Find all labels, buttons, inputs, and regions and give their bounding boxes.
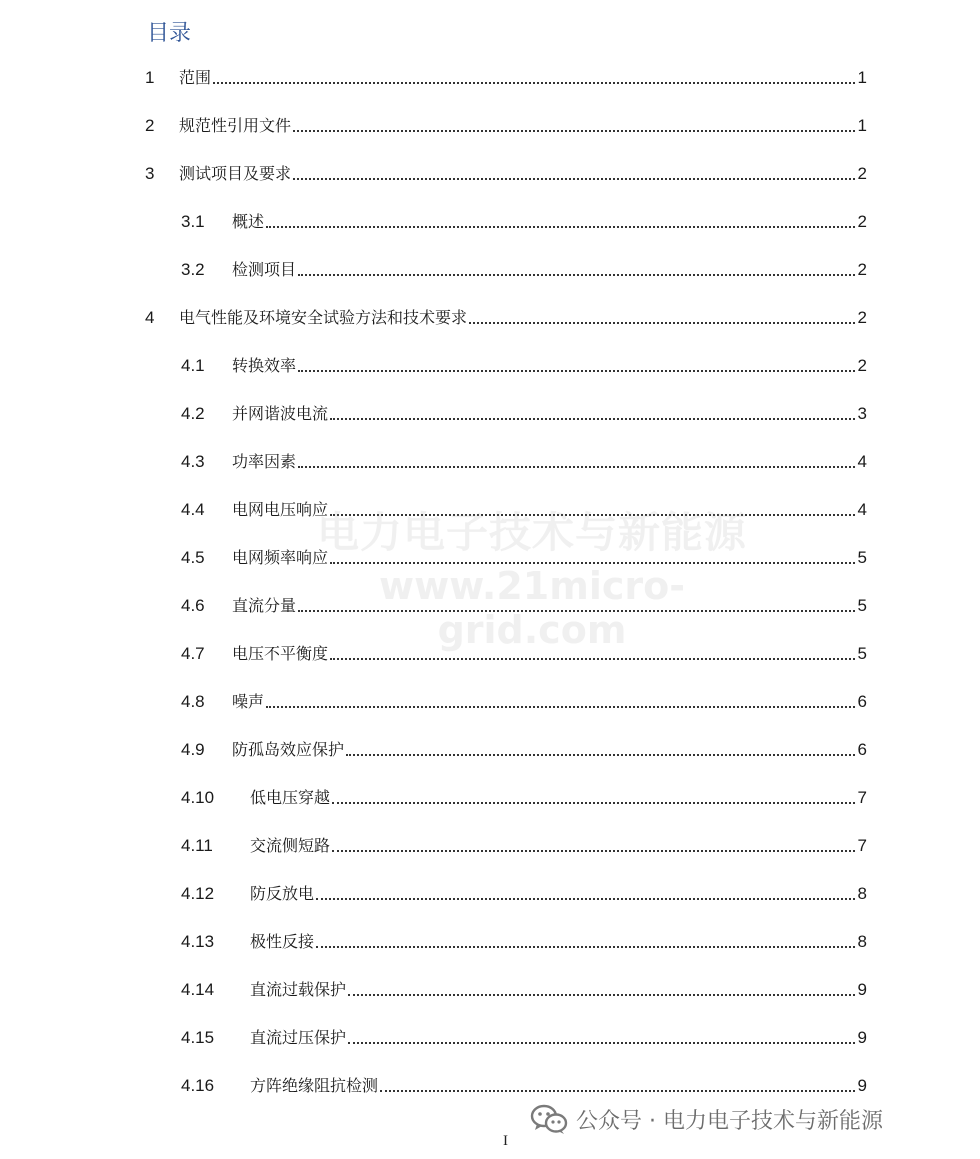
toc-entry-page: 8 [857, 932, 867, 951]
toc-entry-title: 电网电压响应 [232, 500, 329, 519]
dot-leader [348, 994, 855, 996]
toc-entry-number: 4.8 [181, 692, 205, 711]
toc-entry-page: 8 [857, 884, 867, 903]
toc-entry-title: 电压不平衡度 [232, 644, 329, 663]
dot-leader [298, 370, 855, 372]
toc-entry-page: 1 [857, 68, 867, 87]
toc-entry-number: 3.2 [181, 260, 205, 279]
dot-leader [346, 754, 855, 756]
wechat-account-mark[interactable] [530, 1103, 883, 1135]
toc-entry-page: 9 [857, 1028, 867, 1047]
toc-entry-number: 4.11 [181, 836, 213, 855]
dot-leader [213, 82, 855, 84]
toc-entry-number: 3.1 [181, 212, 205, 231]
watermark-url: www.21micro-grid.com [379, 564, 685, 652]
toc-entry-page: 2 [857, 260, 867, 279]
toc-entry-title: 概述 [232, 212, 265, 231]
toc-entry[interactable] [181, 1074, 867, 1098]
toc-entry[interactable] [181, 354, 867, 378]
dot-leader [298, 610, 855, 612]
toc-entry[interactable] [145, 114, 867, 138]
toc-entry[interactable] [181, 498, 867, 522]
toc-entry[interactable] [181, 930, 867, 954]
toc-entry[interactable] [181, 258, 867, 282]
dot-leader [330, 562, 855, 564]
toc-entry-number: 3 [145, 164, 155, 183]
toc-entry[interactable] [181, 450, 867, 474]
toc-entry-number: 4 [145, 308, 155, 327]
toc-entry-title: 检测项目 [232, 260, 297, 279]
dot-leader [266, 226, 855, 228]
toc-entry-title: 测试项目及要求 [179, 164, 292, 183]
toc-entry-number: 4.14 [181, 980, 215, 999]
dot-leader [293, 130, 855, 132]
dot-leader [266, 706, 855, 708]
dot-leader [298, 274, 855, 276]
dot-leader [469, 322, 855, 324]
toc-entry-number: 4.3 [181, 452, 205, 471]
toc-entry-page: 5 [857, 596, 867, 615]
toc-entry-page: 7 [857, 836, 867, 855]
toc-entry[interactable] [145, 306, 867, 330]
toc-entry-page: 2 [857, 212, 867, 231]
dot-leader [330, 514, 855, 516]
toc-entry-number: 4.10 [181, 788, 215, 807]
toc-entry-number: 4.9 [181, 740, 205, 759]
toc-entry-page: 5 [857, 644, 867, 663]
toc-entry[interactable] [181, 546, 867, 570]
toc-entry[interactable] [181, 1026, 867, 1050]
dot-leader [316, 898, 855, 900]
toc-entry-title: 直流过压保护 [250, 1028, 347, 1047]
toc-entry-title: 交流侧短路 [250, 836, 331, 855]
toc-entry-title: 极性反接 [250, 932, 315, 951]
toc-entry[interactable] [181, 786, 867, 810]
toc-entry-number: 4.13 [181, 932, 215, 951]
toc-entry-title: 低电压穿越 [250, 788, 331, 807]
toc-entry-title: 直流分量 [232, 596, 297, 615]
watermark [302, 500, 762, 652]
wechat-account-label: 公众号 · 电力电子技术与新能源 [576, 1108, 883, 1134]
dot-leader [330, 418, 855, 420]
toc-entry[interactable] [181, 738, 867, 762]
toc-entry-number: 1 [145, 68, 155, 87]
toc-entry[interactable] [181, 642, 867, 666]
toc-entry-title: 防孤岛效应保护 [232, 740, 345, 759]
toc-entry-title: 方阵绝缘阻抗检测 [250, 1076, 379, 1095]
dot-leader [316, 946, 855, 948]
toc-entry[interactable] [181, 978, 867, 1002]
toc-entry-page: 2 [857, 356, 867, 375]
toc-entry-page: 4 [857, 500, 867, 519]
toc-entry-number: 4.5 [181, 548, 205, 567]
toc-entry-title: 规范性引用文件 [179, 116, 292, 135]
dot-leader [380, 1090, 855, 1092]
toc-entry[interactable] [181, 690, 867, 714]
toc-entry-title: 范围 [179, 68, 212, 87]
toc-entry-page: 9 [857, 1076, 867, 1095]
toc-entry-number: 4.16 [181, 1076, 215, 1095]
toc-entry-page: 6 [857, 692, 867, 711]
watermark-title: 电力电子技术与新能源 [316, 508, 747, 557]
toc-entry-title: 噪声 [232, 692, 265, 711]
toc-entry-title: 并网谐波电流 [232, 404, 329, 423]
toc-entry-number: 4.6 [181, 596, 205, 615]
toc-entry-number: 4.15 [181, 1028, 215, 1047]
toc-entry-number: 4.2 [181, 404, 205, 423]
dot-leader [332, 802, 855, 804]
toc-entry[interactable] [181, 594, 867, 618]
toc-entry-title: 直流过载保护 [250, 980, 347, 999]
toc-entry-page: 2 [857, 164, 867, 183]
toc-entry-page: 1 [857, 116, 867, 135]
toc-entry-title: 电网频率响应 [232, 548, 329, 567]
toc-entry-title: 防反放电 [250, 884, 315, 903]
toc-entry-page: 6 [857, 740, 867, 759]
toc-entry-page: 2 [857, 308, 867, 327]
toc-entry-page: 3 [857, 404, 867, 423]
toc-entry[interactable] [145, 66, 867, 90]
toc-entry-title: 功率因素 [232, 452, 297, 471]
toc-entry-number: 4.1 [181, 356, 205, 375]
toc-entry[interactable] [181, 834, 867, 858]
dot-leader [332, 850, 855, 852]
dot-leader [293, 178, 855, 180]
toc-entry-page: 5 [857, 548, 867, 567]
dot-leader [330, 658, 855, 660]
toc-heading: 目录 [147, 21, 192, 46]
toc-entry-page: 4 [857, 452, 867, 471]
page-folio: I [503, 1133, 508, 1149]
wechat-icon [530, 1103, 568, 1135]
toc-entry-page: 9 [857, 980, 867, 999]
dot-leader [298, 466, 855, 468]
toc-entry-title: 转换效率 [232, 356, 297, 375]
toc-entry[interactable] [181, 402, 867, 426]
toc-entry-page: 7 [857, 788, 867, 807]
toc-entry[interactable] [145, 162, 867, 186]
toc-entry[interactable] [181, 882, 867, 906]
toc-entry-number: 4.7 [181, 644, 205, 663]
toc-entry-number: 2 [145, 116, 155, 135]
toc-entry[interactable] [181, 210, 867, 234]
toc-entry-number: 4.4 [181, 500, 205, 519]
toc-entry-title: 电气性能及环境安全试验方法和技术要求 [179, 308, 468, 327]
toc-entry-number: 4.12 [181, 884, 215, 903]
dot-leader [348, 1042, 855, 1044]
